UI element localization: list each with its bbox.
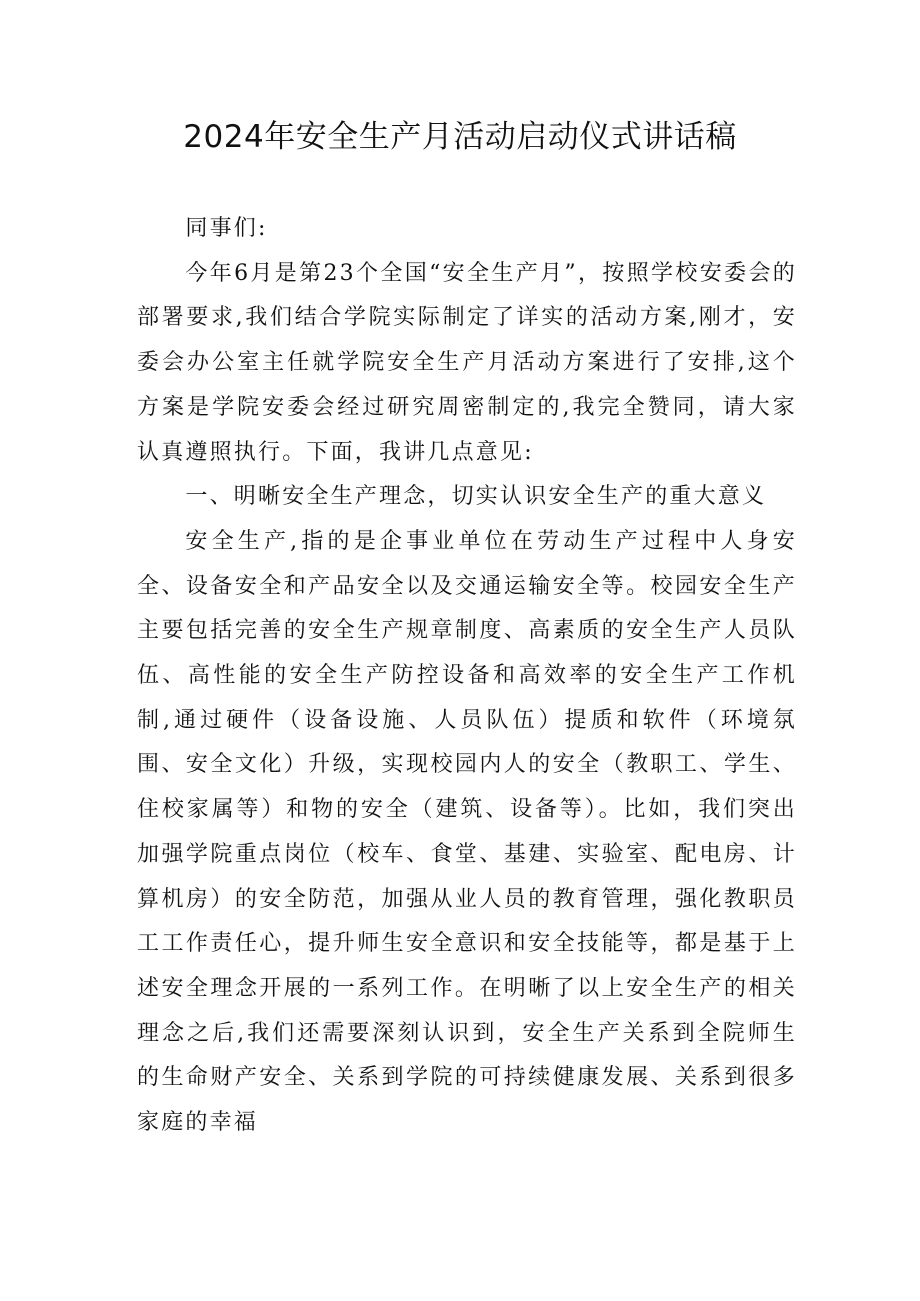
document-title: 2024年安全生产月活动启动仪式讲话稿 <box>183 119 737 155</box>
document-body <box>137 207 797 1146</box>
salutation-paragraph: 同事们: <box>185 216 268 241</box>
body-paragraph: 安全生产,指的是企事业单位在劳动生产过程中人身安全、设备安全和产品安全以及交通运输安全等。校园安全生产主要包括完善的安全生产规章制度、高素质的安全生产人员队伍、高性能的安全生产防控设备和高效率的安全生产工作机制,通过硬件（设备设施、人员队伍）提质和软件（环境氛围、安全文化）升级，实现校园内人的安全（教职工、学生、住校家属等）和物的安全（建筑、设备等）。比如，我们突出加强学院重点岗位（校车、食堂、基建、实验室、配电房、计算机房）的安全防范，加强从业人员的教育管理，强化教职员工工作责任心，提升师生安全意识和安全技能等，都是基于上述安全理念开展的一系列工作。在明晰了以上安全生产的相关理念之后,我们还需要深刻认识到，安全生产关系到全院师生的生命财产安全、关系到学院的可持续健康发展、关系到很多家庭的幸福 <box>137 528 797 1136</box>
section-heading-1: 一、明晰安全生产理念，切实认识安全生产的重大意义 <box>185 484 767 510</box>
intro-paragraph: 今年6月是第23个全国“安全生产月”，按照学校安委会的部署要求,我们结合学院实际制定了详实的活动方案,刚才，安委会办公室主任就学院安全生产月活动方案进行了安排,这个方案是学院安委会经过研究周密制定的,我完全赞同，请大家认真遵照执行。下面，我讲几点意见: <box>137 260 797 465</box>
